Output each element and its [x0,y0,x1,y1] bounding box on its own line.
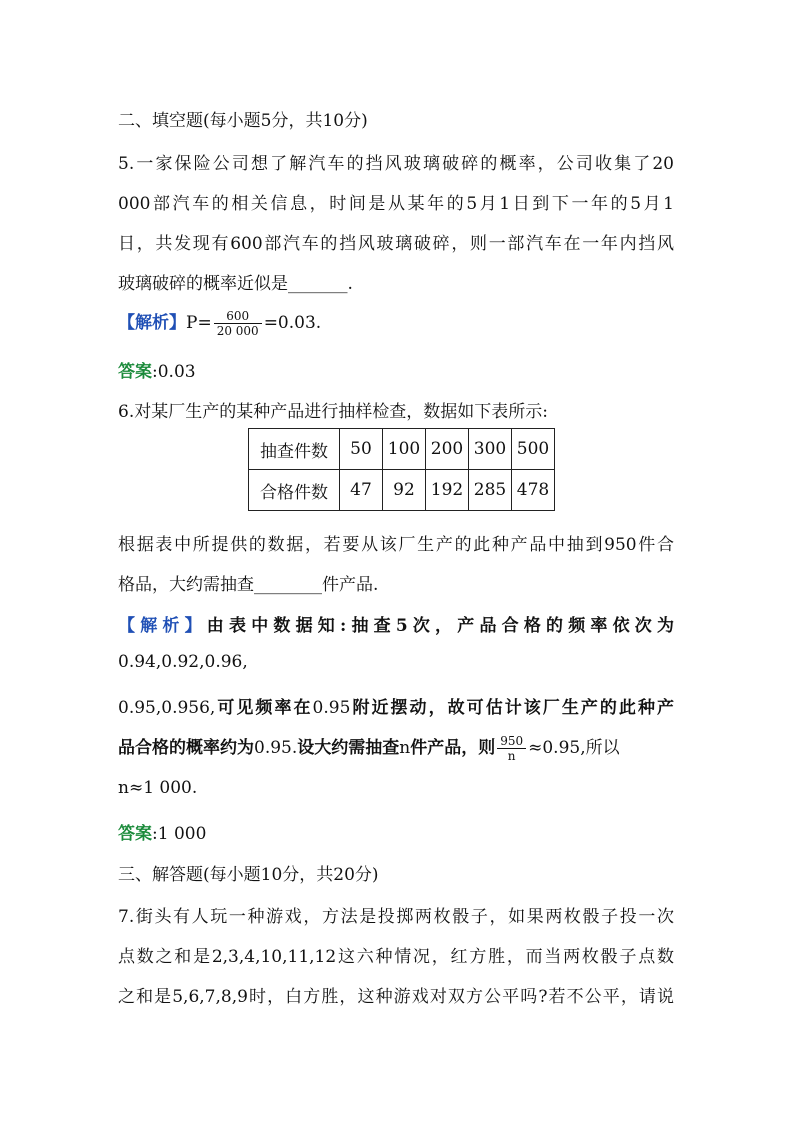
analysis-value: 0.95 [312,698,351,718]
table-cell: 50 [340,429,383,470]
analysis-text: ≈0.95,所以 [528,738,620,758]
section-3-heading: 三、解答题(每小题10分，共20分) [118,865,379,885]
q5-answer [118,357,196,382]
answer-label: 答案 [118,362,152,382]
sampling-table [248,428,555,511]
q5-line-2: 000部汽车的相关信息，时间是从某年的5月1日到下一年的5月1 [118,194,674,214]
q5-analysis [118,308,321,338]
q5-line-3: 日，共发现有600部汽车的挡风玻璃破碎，则一部汽车在一年内挡风 [118,234,674,254]
analysis-variable: n [399,738,411,758]
analysis-text: 附近摆动，故可估计该厂生产的此种产 [350,698,675,718]
q7-line-2: 点数之和是2,3,4,10,11,12这六种情况，红方胜，而当两枚骰子点数 [118,947,674,967]
analysis-values: 0.95,0.956, [118,698,216,718]
analysis-value: 0.95. [254,738,298,758]
table-cell: 100 [383,429,426,470]
q6-intro: 6.对某厂生产的某种产品进行抽样检查，数据如下表所示: [118,402,548,422]
table-row [249,470,555,511]
analysis-text: 设大约需抽查 [297,738,400,758]
analysis-suffix: =0.03. [263,313,322,333]
q6-line-2: 格品，大约需抽查________件产品. [118,575,379,595]
q6-analysis-line-2: 0.94,0.92,0.96, [118,652,248,672]
q6-answer [118,819,206,844]
fraction-numerator: 600 [214,309,262,324]
section-2-heading: 二、填空题(每小题5分，共10分) [118,111,368,131]
table-cell: 200 [426,429,469,470]
answer-label: 答案 [118,824,152,844]
table-row-header: 抽查件数 [249,429,340,470]
q6-line-1: 根据表中所提供的数据，若要从该厂生产的此种产品中抽到950件合 [118,535,674,555]
fraction-600-20000 [214,309,262,338]
q6-analysis-line-4 [118,733,620,763]
q6-analysis-line-3 [118,693,674,718]
table-row-header: 合格件数 [249,470,340,511]
analysis-prefix: P= [186,313,212,333]
answer-value: :0.03 [152,362,196,382]
table-row [249,429,555,470]
fraction-denominator: n [507,749,516,763]
q7-line-1: 7.街头有人玩一种游戏，方法是投掷两枚骰子，如果两枚骰子投一次 [118,907,674,927]
table-cell: 92 [383,470,426,511]
analysis-tag: 【解析】 [118,313,186,333]
analysis-text: 可见频率在 [215,698,313,718]
q7-line-3: 之和是5,6,7,8,9时，白方胜，这种游戏对双方公平吗?若不公平，请说 [118,987,674,1007]
table-cell: 500 [512,429,555,470]
analysis-text: 件产品，则 [410,738,496,758]
q6-analysis-line-1 [118,611,674,636]
fraction-denominator: 20 000 [216,324,259,338]
q5-line-1: 5.一家保险公司想了解汽车的挡风玻璃破碎的概率，公司收集了20 [118,154,674,174]
table-cell: 47 [340,470,383,511]
answer-value: :1 000 [152,824,207,844]
q5-line-4: 玻璃破碎的概率近似是_______. [118,274,353,294]
table-cell: 285 [469,470,512,511]
analysis-text: 由表中数据知:抽查5次，产品合格的频率依次为 [206,616,675,636]
analysis-text: 品合格的概率约为 [118,738,254,758]
table-cell: 300 [469,429,512,470]
fraction-numerator: 950 [497,734,526,749]
table-cell: 478 [512,470,555,511]
table-cell: 192 [426,470,469,511]
fraction-950-n [497,734,526,763]
q6-analysis-line-5: n≈1 000. [118,778,198,798]
analysis-tag: 【解析】 [118,616,207,636]
